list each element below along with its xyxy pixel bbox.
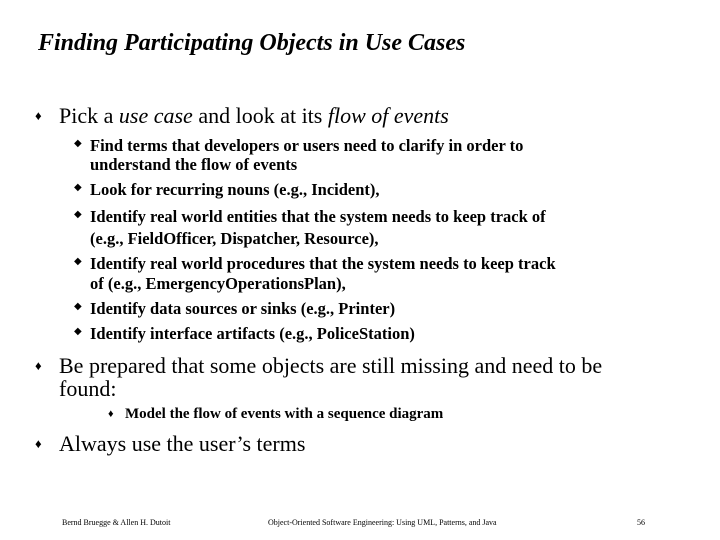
diamond-bullet-icon: ♦ [35,108,42,123]
bullet-pick-use-case [35,103,679,128]
sub-bullet-line: Identify real world procedures that the system needs to keep track [90,254,556,273]
sub-bullet-real-world-entities [74,205,690,250]
diamond-bullet-icon: ◆ [74,209,82,220]
bullet-text: Always use the user’s terms [59,431,306,456]
sub-bullet-line: (e.g., FieldOfficer, Dispatcher, Resource), [90,229,379,248]
sub-bullet-interface-artifacts [74,322,690,345]
sub-bullet-line: Identify real world entities that the system needs to keep track of [90,207,546,226]
bullet-text: Pick a [59,103,119,128]
bullet-text: and look at its [192,103,328,128]
sub-bullet-line: Identify interface artifacts (e.g., PoliceStation) [90,324,415,343]
sub-bullet-line: Model the flow of events with a sequence diagram [125,406,444,422]
diamond-bullet-icon: ♦ [108,408,114,420]
sub-bullet-clarify-terms [74,134,690,176]
slide-title: Finding Participating Objects in Use Cases [38,30,466,56]
sub-bullet-sequence-diagram [108,405,444,423]
diamond-bullet-icon: ◆ [74,138,82,149]
bullet-line: Be prepared that some objects are still missing and need to be [59,353,603,378]
sub-bullet-real-world-procedures [74,252,690,295]
sub-bullet-line: of (e.g., EmergencyOperationsPlan), [90,274,346,293]
diamond-bullet-icon: ♦ [35,358,42,373]
sub-bullet-data-sources [74,297,690,320]
diamond-bullet-icon: ◆ [74,301,82,312]
bullet-line: found: [59,376,117,401]
sub-bullet-line: understand the flow of events [90,155,298,174]
diamond-bullet-icon: ◆ [74,326,82,337]
diamond-bullet-icon: ◆ [74,182,82,193]
sub-bullet-recurring-nouns [74,178,690,201]
use-case-emphasis: use case [118,103,193,128]
sub-bullet-line: Find terms that developers or users need to clarify in order to [90,136,524,155]
footer-book-title: Object-Oriented Software Engineering: Using UML, Patterns, and Java [268,518,497,527]
flow-of-events-emphasis: flow of events [327,103,449,128]
diamond-bullet-icon: ◆ [74,256,82,267]
footer-authors: Bernd Bruegge & Allen H. Dutoit [62,518,171,527]
bullet-be-prepared [35,353,679,401]
footer-page-number: 56 [637,518,645,527]
sub-bullet-line: Identify data sources or sinks (e.g., Printer) [90,299,396,318]
sub-bullet-line: Look for recurring nouns (e.g., Incident), [90,180,380,199]
bullet-user-terms [35,431,679,456]
diamond-bullet-icon: ♦ [35,436,42,451]
